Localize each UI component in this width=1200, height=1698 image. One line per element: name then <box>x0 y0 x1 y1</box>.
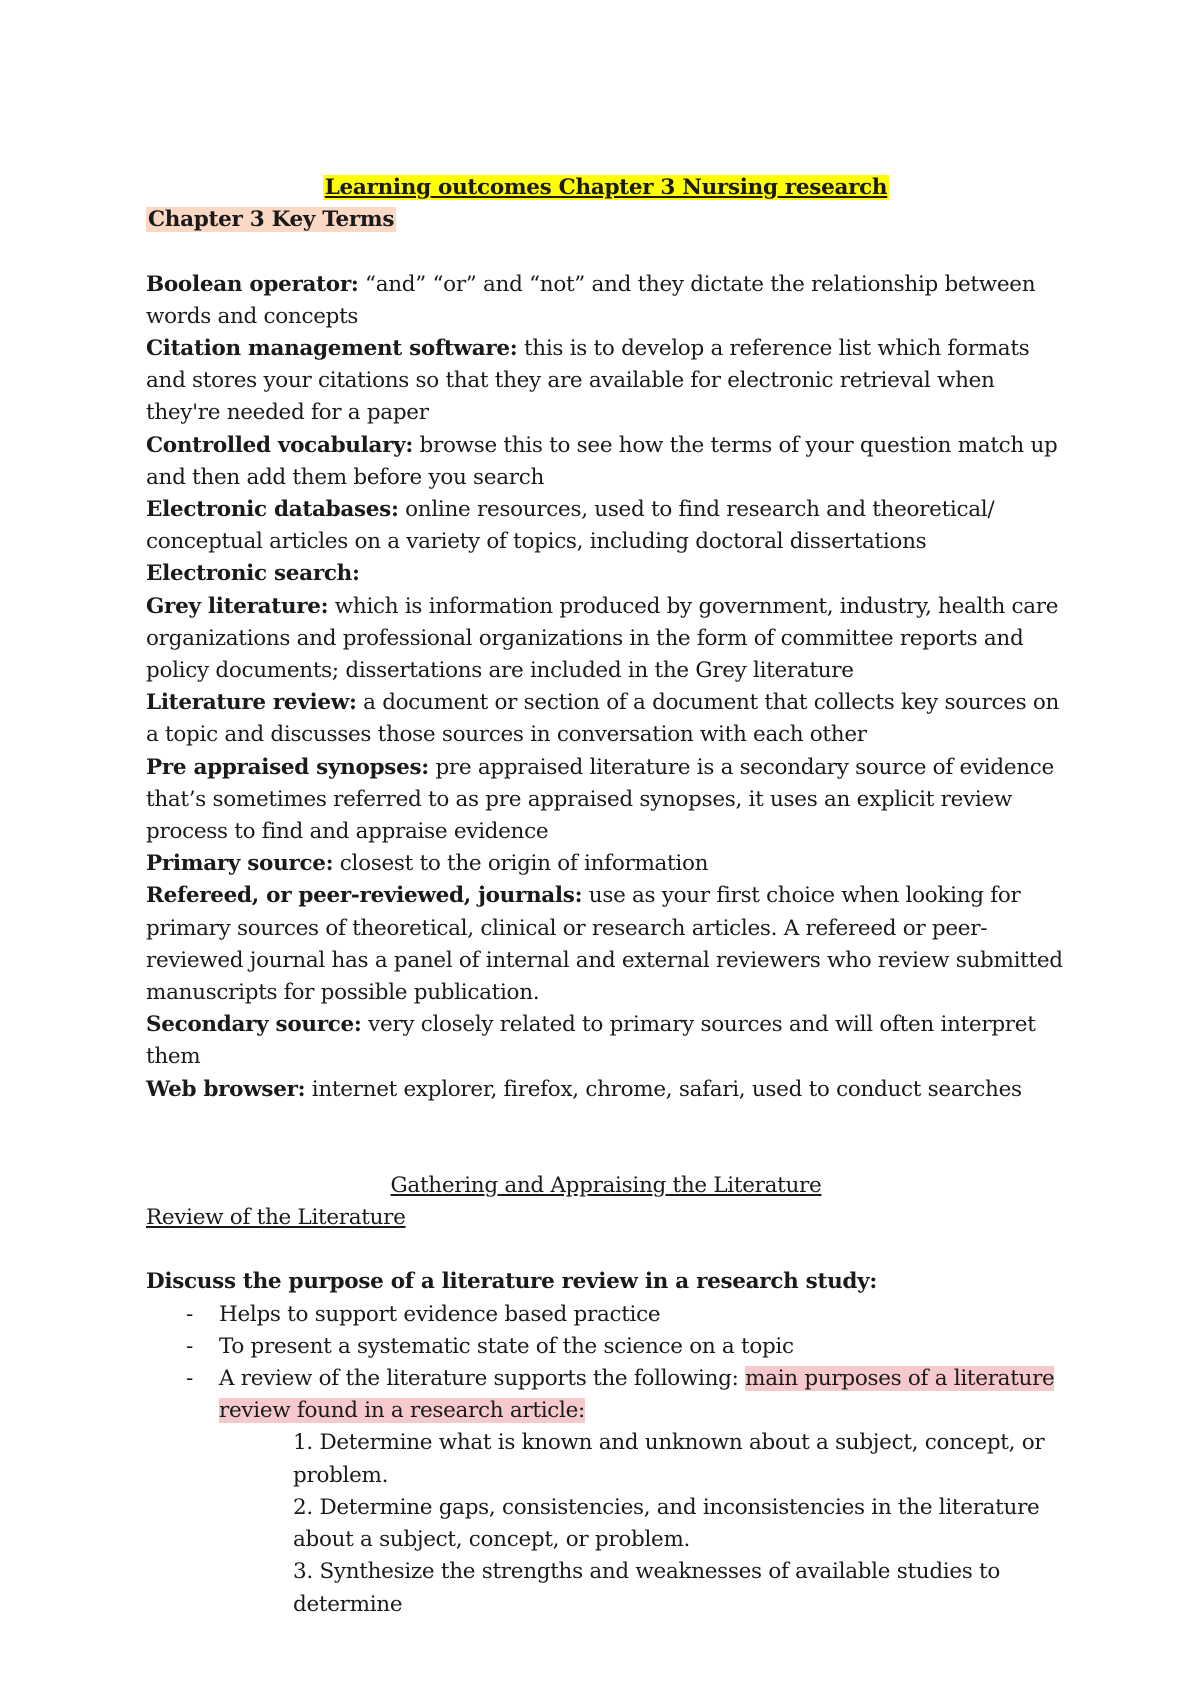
list-item: - To present a systematic state of the science on a topic <box>146 1331 1066 1363</box>
key-terms-list <box>146 269 1066 1106</box>
term-definition: use as your first choice when looking for primary sources of theoretical, clinical or research articles. A refereed or peer-reviewed journal has a panel of internal and external reviewers who review submitted manuscripts for possible publication. <box>146 883 1063 1006</box>
key-terms-heading: Chapter 3 Key Terms <box>148 207 395 233</box>
term-name: Grey literature: <box>146 593 329 619</box>
dash-bullet: - <box>186 1366 193 1392</box>
term-definition: internet explorer, firefox, chrome, safari, used to conduct searches <box>305 1076 1022 1102</box>
term-entry <box>146 494 1066 558</box>
term-definition: “and” “or” and “not” and they dictate the relationship between words and concepts <box>146 271 1036 329</box>
highlighted-text: main purposes of a literature review found in a research article: <box>219 1366 1055 1424</box>
term-entry <box>146 591 1066 688</box>
dash-bullet: - <box>186 1301 193 1327</box>
term-name: Primary source: <box>146 851 334 877</box>
term-definition: very closely related to primary sources and will often interpret them <box>146 1012 1036 1070</box>
purpose-list <box>146 1299 1066 1428</box>
document-body <box>146 172 1066 1621</box>
numbered-item: 3. Synthesize the strengths and weaknesses of available studies to determine <box>293 1559 1001 1617</box>
term-entry <box>146 752 1066 849</box>
term-name: Refereed, or peer-reviewed, journals: <box>146 883 583 909</box>
page-title: Learning outcomes Chapter 3 Nursing research <box>324 175 888 200</box>
term-definition: browse this to see how the terms of your question match up and then add them before you search <box>146 432 1058 490</box>
term-name: Boolean operator: <box>146 271 359 297</box>
term-name: Web browser: <box>146 1076 306 1102</box>
section-subheading: Review of the Literature <box>146 1205 406 1231</box>
dash-bullet: - <box>186 1333 193 1359</box>
term-entry <box>146 1074 1066 1106</box>
term-entry <box>146 333 1066 430</box>
term-entry <box>146 558 1066 590</box>
term-entry <box>146 687 1066 751</box>
term-definition: pre appraised literature is a secondary source of evidence that’s sometimes referred to as pre appraised synopses, it uses an explicit review process to find and appraise evidence <box>146 754 1054 845</box>
term-definition: closest to the origin of information <box>333 851 709 877</box>
term-name: Pre appraised synopses: <box>146 754 429 780</box>
term-entry <box>146 848 1066 880</box>
term-name: Electronic databases: <box>146 497 399 523</box>
term-entry <box>146 1009 1066 1073</box>
term-name: Electronic search: <box>146 561 360 587</box>
term-entry <box>146 430 1066 494</box>
term-definition: this is to develop a reference list which formats and stores your citations so that they are available for electronic retrieval when they're needed for a paper <box>146 336 1030 426</box>
section-heading: Gathering and Appraising the Literature <box>390 1172 822 1198</box>
term-name: Secondary source: <box>146 1012 362 1038</box>
numbered-item: 1. Determine what is known and unknown about a subject, concept, or problem. <box>293 1430 1045 1488</box>
term-name: Controlled vocabulary: <box>146 432 413 458</box>
list-item: - A review of the literature supports the following: main purposes of a literature review found in a research article: <box>146 1363 1066 1427</box>
term-definition: which is information produced by government, industry, health care organizations and professional organizations in the form of committee reports and policy documents; dissertations are included in the Grey literature <box>146 593 1059 684</box>
term-entry <box>146 269 1066 333</box>
term-definition: online resources, used to find research and theoretical/ conceptual articles on a variety of topics, including doctoral dissertations <box>146 497 995 555</box>
numbered-item: 2. Determine gaps, consistencies, and inconsistencies in the literature about a subject, concept, or problem. <box>293 1494 1040 1553</box>
list-item: - Helps to support evidence based practice <box>146 1299 1066 1331</box>
term-definition: a document or section of a document that collects key sources on a topic and discusses those sources in conversation with each other <box>146 690 1060 748</box>
question-heading: Discuss the purpose of a literature review in a research study: <box>146 1269 877 1295</box>
numbered-list <box>146 1427 1066 1620</box>
term-name: Literature review: <box>146 690 357 716</box>
term-entry <box>146 880 1066 1009</box>
term-name: Citation management software: <box>146 336 518 361</box>
